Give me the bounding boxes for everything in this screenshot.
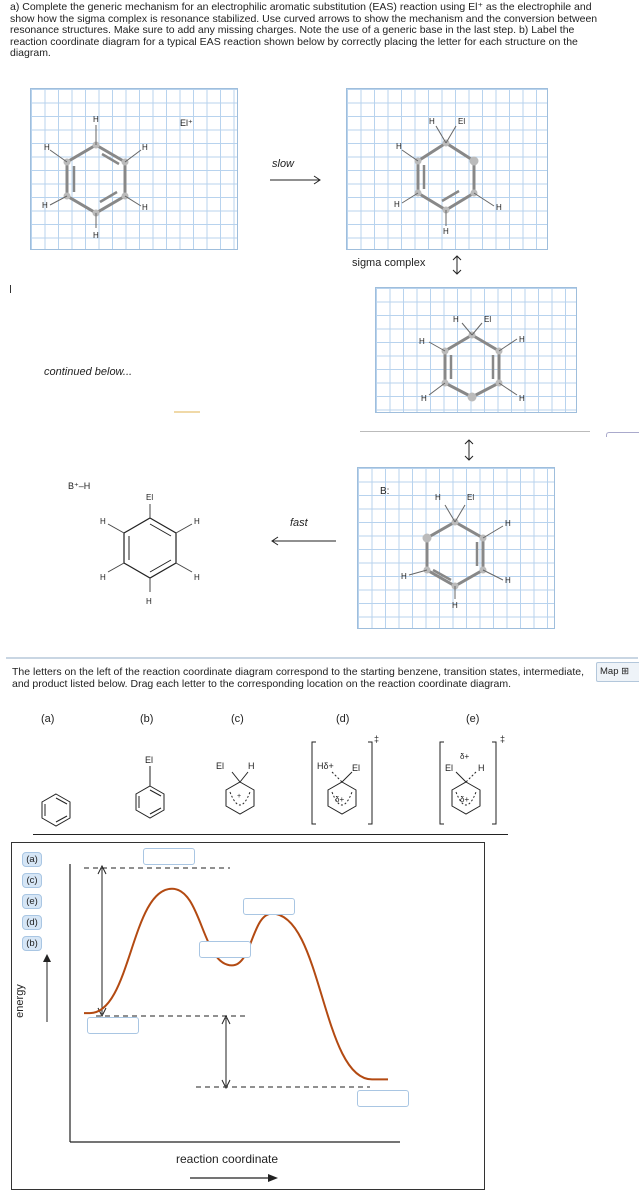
structure-c-h: H: [248, 761, 255, 771]
electrophile-label: El⁺: [180, 118, 193, 128]
svg-text:H: H: [194, 573, 200, 582]
structure-a-benzene: [36, 790, 76, 830]
svg-text:H: H: [453, 315, 459, 324]
fast-label: fast: [290, 517, 308, 529]
svg-text:H: H: [142, 203, 148, 212]
structure-letter-c: (c): [231, 713, 244, 725]
svg-text:El: El: [467, 493, 475, 502]
structure-d-el: El: [352, 763, 361, 773]
h-label: H: [93, 115, 99, 124]
map-icon: ⊞: [621, 666, 630, 677]
base-label: B:: [380, 486, 390, 497]
svg-text:H: H: [452, 601, 458, 610]
structure-d-dagger: ‡: [374, 734, 380, 744]
protonated-base-label: B⁺–H: [68, 481, 91, 491]
svg-text:H: H: [394, 200, 400, 209]
product-structure: [80, 488, 220, 614]
energy-axis-label: energy: [14, 984, 26, 1018]
structure-d-ts1: [306, 732, 386, 830]
map-button-label: Map: [600, 666, 619, 677]
sigma-complex-structure-2: [375, 287, 579, 415]
svg-text:H: H: [519, 335, 525, 344]
fragment-line: [174, 411, 200, 413]
scroll-tab[interactable]: [606, 432, 639, 437]
drop-zone-ts2[interactable]: [243, 898, 295, 915]
coordinate-instructions: The letters on the left of the reaction coordinate diagram correspond to the starting benzene, transition states, intermediate, and product listed below. Drag each letter to the corresponding location on the reaction coordinate diagram.: [12, 666, 584, 690]
svg-text:H: H: [435, 493, 441, 502]
x-axis-label: reaction coordinate: [176, 1152, 279, 1166]
structure-e-ts2: [434, 732, 514, 830]
svg-text:H: H: [396, 142, 402, 151]
drop-zone-intermediate[interactable]: [199, 941, 251, 958]
svg-text:H: H: [146, 597, 152, 606]
draggable-letter-d[interactable]: (d): [22, 915, 42, 930]
section-divider: [6, 657, 638, 659]
drop-zone-reactant[interactable]: [87, 1017, 139, 1034]
instructions-text: a) Complete the generic mechanism for an electrophilic aromatic substitution (EAS) reaction using El⁺ as the electrophile and show how the sigma complex is resonance stabilized. Use curved arrows to show the mechanism and the conversion between resonance structures. Make sure to add any missing charges. Note the use of a generic base in the last step. b) Label the reaction coordinate diagram for a typical EAS reaction shown below by correctly placing the letter for each structure on the diagram.: [10, 1, 598, 59]
text-cursor: [10, 285, 11, 293]
structure-letter-d: (d): [336, 713, 350, 725]
svg-text:H: H: [429, 117, 435, 126]
svg-text:H: H: [100, 517, 106, 526]
resonance-arrow-icon: [450, 254, 464, 276]
svg-text:H: H: [42, 201, 48, 210]
svg-text:H: H: [421, 394, 427, 403]
resonance-arrow-icon: [462, 438, 476, 462]
structure-d-h: Hδ+: [317, 761, 334, 771]
energy-curve: [84, 889, 388, 1080]
structure-e-dagger: ‡: [500, 734, 506, 744]
x-axis-arrow-icon: [188, 1172, 280, 1184]
sigma-complex-structure-1: [346, 88, 550, 253]
reverse-arrow-icon: [268, 535, 338, 547]
draggable-letter-a[interactable]: (a): [22, 852, 42, 867]
structure-e-delta-top: δ+: [460, 752, 470, 761]
structure-d-delta: δ+: [335, 795, 345, 804]
svg-text:El: El: [146, 493, 154, 502]
structure-letter-b: (b): [140, 713, 154, 725]
svg-text:H: H: [100, 573, 106, 582]
svg-text:H: H: [419, 337, 425, 346]
draggable-letter-c[interactable]: (c): [22, 873, 42, 888]
structure-b-el: El: [145, 755, 154, 765]
svg-text:H: H: [93, 231, 99, 240]
svg-text:H: H: [505, 519, 511, 528]
continued-label: continued below...: [44, 366, 133, 378]
map-button[interactable]: [596, 662, 639, 682]
separator-line: [360, 431, 590, 432]
structure-letter-e: (e): [466, 713, 480, 725]
structure-e-h: H: [478, 763, 485, 773]
svg-text:H: H: [496, 203, 502, 212]
drop-zone-ts1[interactable]: [143, 848, 195, 865]
structure-letter-a: (a): [41, 713, 55, 725]
svg-text:H: H: [443, 227, 449, 236]
draggable-letter-b[interactable]: (b): [22, 936, 42, 951]
structure-c-plus: +: [237, 793, 242, 800]
structure-c-el: El: [216, 761, 225, 771]
svg-text:H: H: [519, 394, 525, 403]
drop-zone-product[interactable]: [357, 1090, 409, 1107]
structure-e-el: El: [445, 763, 454, 773]
forward-arrow-icon: [268, 174, 324, 186]
benzene-structure: [30, 88, 240, 253]
structure-e-delta: δ+: [460, 795, 470, 804]
divider-line: [33, 834, 508, 835]
svg-text:H: H: [401, 572, 407, 581]
svg-text:H: H: [142, 143, 148, 152]
svg-text:H: H: [44, 143, 50, 152]
slow-label: slow: [272, 158, 295, 170]
sigma-complex-label: sigma complex: [352, 257, 426, 269]
svg-text:El: El: [458, 117, 466, 126]
draggable-letter-e[interactable]: (e): [22, 894, 42, 909]
svg-text:H: H: [194, 517, 200, 526]
sigma-complex-structure-3: [357, 467, 557, 632]
structure-b-product: [130, 764, 170, 826]
svg-text:El: El: [484, 315, 492, 324]
svg-text:H: H: [505, 576, 511, 585]
